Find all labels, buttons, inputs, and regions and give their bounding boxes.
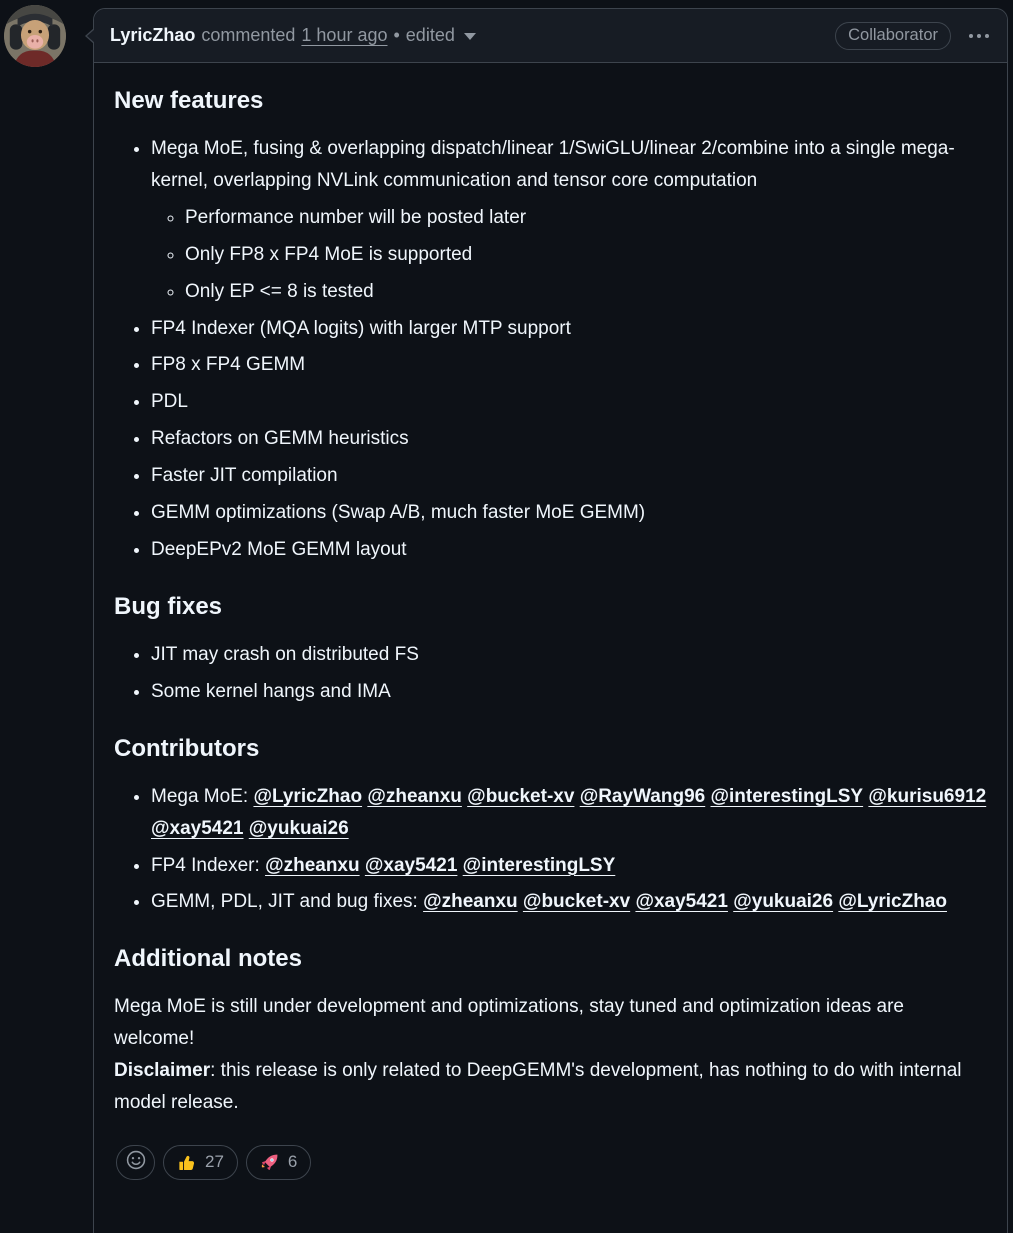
monkey-plush-avatar-icon [4, 5, 66, 67]
mention-link[interactable]: @xay5421 [151, 817, 244, 839]
text-run: GEMM, PDL, JIT and bug fixes: [151, 891, 424, 913]
bold-text: Disclaimer [114, 1060, 211, 1082]
list-item [151, 497, 989, 529]
mention-link[interactable]: @LyricZhao [253, 785, 363, 807]
bullet-list [114, 781, 989, 919]
text-run: Mega MoE, fusing & overlapping dispatch/linear 1/SwiGLU/linear 2/combine into a single mega-kernel, overlapping NVLink communication and tensor core computation [151, 138, 955, 191]
reactions-bar [116, 1145, 989, 1200]
text-run: Some kernel hangs and IMA [151, 680, 391, 702]
avatar[interactable] [4, 5, 66, 67]
mention-link[interactable]: @interestingLSY [710, 785, 864, 807]
list-item [151, 386, 989, 418]
mention-link[interactable]: @interestingLSY [462, 854, 616, 876]
text-run: Faster JIT compilation [151, 465, 338, 487]
kebab-menu-button[interactable] [967, 28, 991, 44]
list-item [151, 313, 989, 345]
mention-link[interactable]: @bucket-xv [522, 891, 631, 913]
text-run: FP8 x FP4 GEMM [151, 354, 306, 376]
mention-link[interactable]: @bucket-xv [467, 785, 575, 807]
paragraph [114, 991, 989, 1119]
list-item [151, 886, 989, 918]
comment-header [94, 9, 1007, 63]
speech-bubble-caret [85, 28, 94, 44]
mention-link[interactable]: @zheanxu [367, 785, 462, 807]
mention-link[interactable]: @LyricZhao [838, 891, 947, 913]
author-link[interactable]: LyricZhao [110, 25, 196, 45]
list-item [151, 781, 989, 845]
mention-link[interactable]: @yukuai26 [733, 891, 834, 913]
mention-link[interactable]: @RayWang96 [579, 785, 706, 807]
list-item [151, 676, 989, 708]
smiley-add-reaction-icon [125, 1149, 147, 1176]
dot-separator: • [393, 25, 400, 45]
text-run: Refactors on GEMM heuristics [151, 428, 409, 450]
add-reaction-button[interactable] [116, 1145, 155, 1180]
commented-label: commented [201, 25, 296, 45]
text-run: Mega MoE: [151, 785, 254, 807]
list-item [151, 460, 989, 492]
sub-list-item [185, 202, 989, 234]
list-item [151, 534, 989, 566]
mention-link[interactable]: @xay5421 [364, 854, 458, 876]
section-heading: New features [114, 87, 264, 114]
sub-bullet-list [151, 202, 989, 308]
bullet-list [114, 133, 989, 566]
rocket-emoji [260, 1153, 279, 1172]
edited-dropdown[interactable] [406, 25, 476, 46]
reaction-count: 27 [205, 1152, 224, 1172]
thumbs-up-emoji [177, 1153, 196, 1172]
edited-label: edited [405, 25, 455, 45]
mention-link[interactable]: @kurisu6912 [868, 785, 987, 807]
comment-card [93, 8, 1008, 1233]
text-run: JIT may crash on distributed FS [151, 643, 419, 665]
list-item [151, 349, 989, 381]
text-run: FP4 Indexer (MQA logits) with larger MTP support [151, 317, 571, 339]
text-run: Only FP8 x FP4 MoE is supported [185, 243, 473, 265]
reaction-thumbs-up-button[interactable] [163, 1145, 238, 1180]
bullet-list [114, 639, 989, 708]
list-item [151, 850, 989, 882]
list-item [151, 639, 989, 671]
collaborator-badge: Collaborator [835, 22, 951, 50]
reaction-count: 6 [287, 1152, 298, 1172]
list-item [151, 423, 989, 455]
sub-list-item [185, 239, 989, 271]
timestamp-link[interactable]: 1 hour ago [301, 25, 388, 45]
text-run: FP4 Indexer: [151, 854, 266, 876]
mention-link[interactable]: @zheanxu [423, 891, 518, 913]
text-run: Only EP <= 8 is tested [185, 280, 374, 302]
text-run: GEMM optimizations (Swap A/B, much faster MoE GEMM) [151, 502, 646, 524]
chevron-down-icon [464, 33, 476, 40]
mention-link[interactable]: @xay5421 [635, 891, 728, 913]
mention-link[interactable]: @zheanxu [265, 854, 360, 876]
text-run: PDL [151, 391, 188, 413]
text-run: : this release is only related to DeepGEMM's development, has nothing to do with internal model release. [114, 1060, 962, 1114]
mention-link[interactable]: @yukuai26 [248, 817, 349, 839]
kebab-horizontal-icon [969, 34, 973, 38]
comment-body [94, 63, 1007, 1200]
text-run: DeepEPv2 MoE GEMM layout [151, 538, 407, 560]
reaction-rocket-button[interactable] [246, 1145, 311, 1180]
sub-list-item [185, 276, 989, 308]
list-item [151, 133, 989, 308]
section-heading: Bug fixes [114, 592, 223, 620]
section-heading: Contributors [114, 734, 260, 762]
text-run: Mega MoE is still under development and optimizations, stay tuned and optimization ideas are welcome! [114, 996, 904, 1050]
section-heading: Additional notes [114, 945, 302, 973]
text-run: Performance number will be posted later [185, 206, 527, 228]
